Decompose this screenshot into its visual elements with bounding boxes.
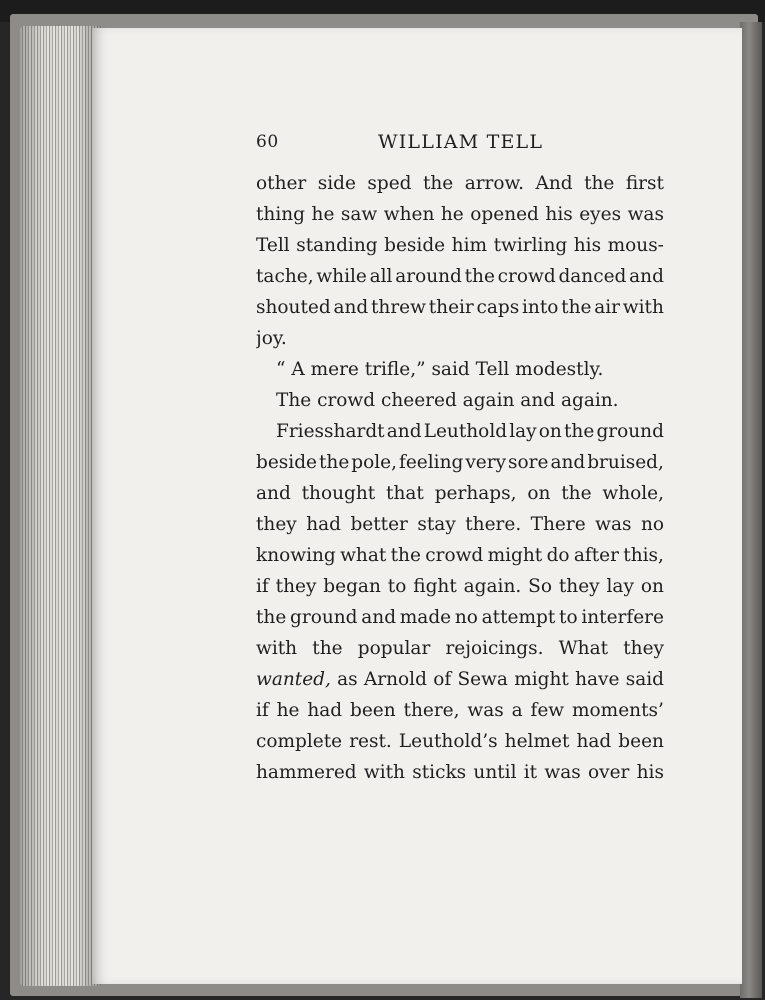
word: and [629, 266, 664, 287]
text-line [256, 230, 664, 261]
page-content [256, 128, 664, 788]
text-line [256, 509, 664, 540]
body-text [256, 168, 664, 788]
word: and [256, 483, 291, 504]
word: very [465, 452, 507, 473]
word: was [467, 700, 504, 721]
line-text: joy. [256, 328, 287, 349]
word: there. [465, 514, 522, 535]
text-line [256, 447, 664, 478]
word: stay [417, 514, 456, 535]
word: after [573, 545, 619, 566]
word: the [312, 638, 343, 659]
word: when [383, 204, 435, 225]
word: sore [508, 452, 549, 473]
text-line [256, 478, 664, 509]
text-line [256, 354, 664, 385]
text-line [256, 602, 664, 633]
text-line [256, 695, 664, 726]
word: was [595, 514, 632, 535]
word: he [276, 700, 300, 721]
word: had [306, 514, 341, 535]
text-line [256, 168, 664, 199]
word: thought [301, 483, 376, 504]
word: they [275, 576, 317, 597]
word: lay [509, 421, 537, 442]
word: air [594, 297, 621, 318]
word: was [544, 762, 581, 783]
word: no [454, 607, 478, 628]
word: his [545, 204, 573, 225]
word: beside [256, 452, 317, 473]
word: ground [290, 607, 358, 628]
word: this, [623, 545, 664, 566]
text-line [256, 385, 664, 416]
word: there, [403, 700, 460, 721]
word: been [618, 731, 664, 752]
word: said [625, 669, 664, 690]
word: saw [340, 204, 378, 225]
text-line [256, 323, 664, 354]
word: There [530, 514, 586, 535]
word: whole, [602, 483, 664, 504]
word: What [558, 638, 609, 659]
word: around [395, 266, 462, 287]
word: opened [470, 204, 539, 225]
word: to [387, 576, 407, 597]
word: the [390, 545, 421, 566]
word: crowd [497, 266, 556, 287]
word: do [546, 545, 570, 566]
word: that [386, 483, 424, 504]
text-line [256, 633, 664, 664]
word: it [523, 762, 538, 783]
word: ground [596, 421, 664, 442]
word: Leuthold [423, 421, 508, 442]
running-head [256, 128, 664, 158]
word: as [337, 669, 358, 690]
word: of [433, 669, 452, 690]
word: Arnold [363, 669, 427, 690]
book-page [92, 28, 742, 984]
word: the [256, 607, 287, 628]
word: if [256, 576, 269, 597]
word: the [563, 421, 595, 442]
cover-edge [740, 22, 762, 998]
word: the [561, 297, 592, 318]
text-line [256, 726, 664, 757]
running-title: WILLIAM TELL [378, 131, 544, 153]
word: his [636, 762, 664, 783]
word: had [307, 700, 343, 721]
word: beside [384, 235, 446, 256]
word: sped [367, 173, 412, 194]
word: the [422, 173, 454, 194]
word: lay [606, 576, 634, 597]
text-line [256, 540, 664, 571]
word: on [640, 576, 664, 597]
word: have [575, 669, 620, 690]
word: they [558, 576, 600, 597]
word: Sewa [457, 669, 508, 690]
text-line [256, 199, 664, 230]
word: sticks [412, 762, 467, 783]
page-stack-shadow [20, 26, 102, 986]
word: tache, [256, 266, 314, 287]
word: over [587, 762, 630, 783]
page-number: 60 [256, 132, 279, 152]
word: few [530, 700, 565, 721]
text-line [256, 571, 664, 602]
word: standing [296, 235, 378, 256]
word: might [514, 669, 569, 690]
word: and [386, 421, 422, 442]
word: side [317, 173, 356, 194]
word: the [464, 266, 495, 287]
word: Leuthold’s [398, 731, 498, 752]
word: better [350, 514, 408, 535]
word: danced [558, 266, 627, 287]
word: other [256, 173, 307, 194]
word: no [640, 514, 664, 535]
word: hammered [256, 762, 357, 783]
word: had [576, 731, 612, 752]
word: his [573, 235, 602, 256]
word: on [538, 421, 562, 442]
word: caps [476, 297, 520, 318]
word: threw [370, 297, 426, 318]
word: might [487, 545, 543, 566]
word: the [561, 483, 592, 504]
word: with [363, 762, 405, 783]
word: bruised, [587, 452, 664, 473]
word: the [584, 173, 615, 194]
word: first [625, 173, 664, 194]
word: knowing [256, 545, 336, 566]
word: the [318, 452, 350, 473]
word: been [350, 700, 396, 721]
word: crowd [425, 545, 484, 566]
word: again. [463, 576, 522, 597]
word: thing [256, 204, 306, 225]
text-line [256, 292, 664, 323]
word: So [528, 576, 552, 597]
word: he [311, 204, 335, 225]
word: eyes [579, 204, 622, 225]
word: fight [413, 576, 457, 597]
word: all [369, 266, 393, 287]
word: perhaps, [434, 483, 517, 504]
word: arrow. [464, 173, 525, 194]
word: what [340, 545, 387, 566]
word: complete [256, 731, 343, 752]
line-text: The crowd cheered again and again. [276, 390, 619, 411]
word: feeling [399, 452, 464, 473]
word: mous- [607, 235, 664, 256]
word: made [399, 607, 452, 628]
word: interfere [581, 607, 664, 628]
word: And [535, 173, 573, 194]
word: attempt [481, 607, 556, 628]
word: began [323, 576, 381, 597]
text-line [256, 416, 664, 447]
word: pole, [351, 452, 398, 473]
word: and [333, 297, 369, 318]
word: while [316, 266, 367, 287]
word: into [522, 297, 559, 318]
word: helmet [504, 731, 570, 752]
text-line [256, 757, 664, 788]
word: a [511, 700, 523, 721]
word: wanted, [256, 669, 331, 690]
word: he [440, 204, 464, 225]
word: until [473, 762, 517, 783]
word: rest. [349, 731, 392, 752]
word: twirling [493, 235, 568, 256]
word: they [623, 638, 664, 659]
word: moments’ [571, 700, 664, 721]
word: rejoicings. [445, 638, 544, 659]
word: their [428, 297, 474, 318]
word: Tell [256, 235, 290, 256]
word: Friesshardt [276, 421, 385, 442]
word: shouted [256, 297, 331, 318]
word: they [256, 514, 297, 535]
word: if [256, 700, 269, 721]
text-line [256, 664, 664, 695]
line-text: “ A mere trifle,” said Tell modestly. [276, 359, 604, 380]
word: popular [357, 638, 431, 659]
word: with [622, 297, 664, 318]
word: him [451, 235, 488, 256]
word: and [361, 607, 397, 628]
word: with [256, 638, 298, 659]
word: and [550, 452, 586, 473]
word: was [627, 204, 664, 225]
word: on [527, 483, 551, 504]
word: to [559, 607, 578, 628]
text-line [256, 261, 664, 292]
